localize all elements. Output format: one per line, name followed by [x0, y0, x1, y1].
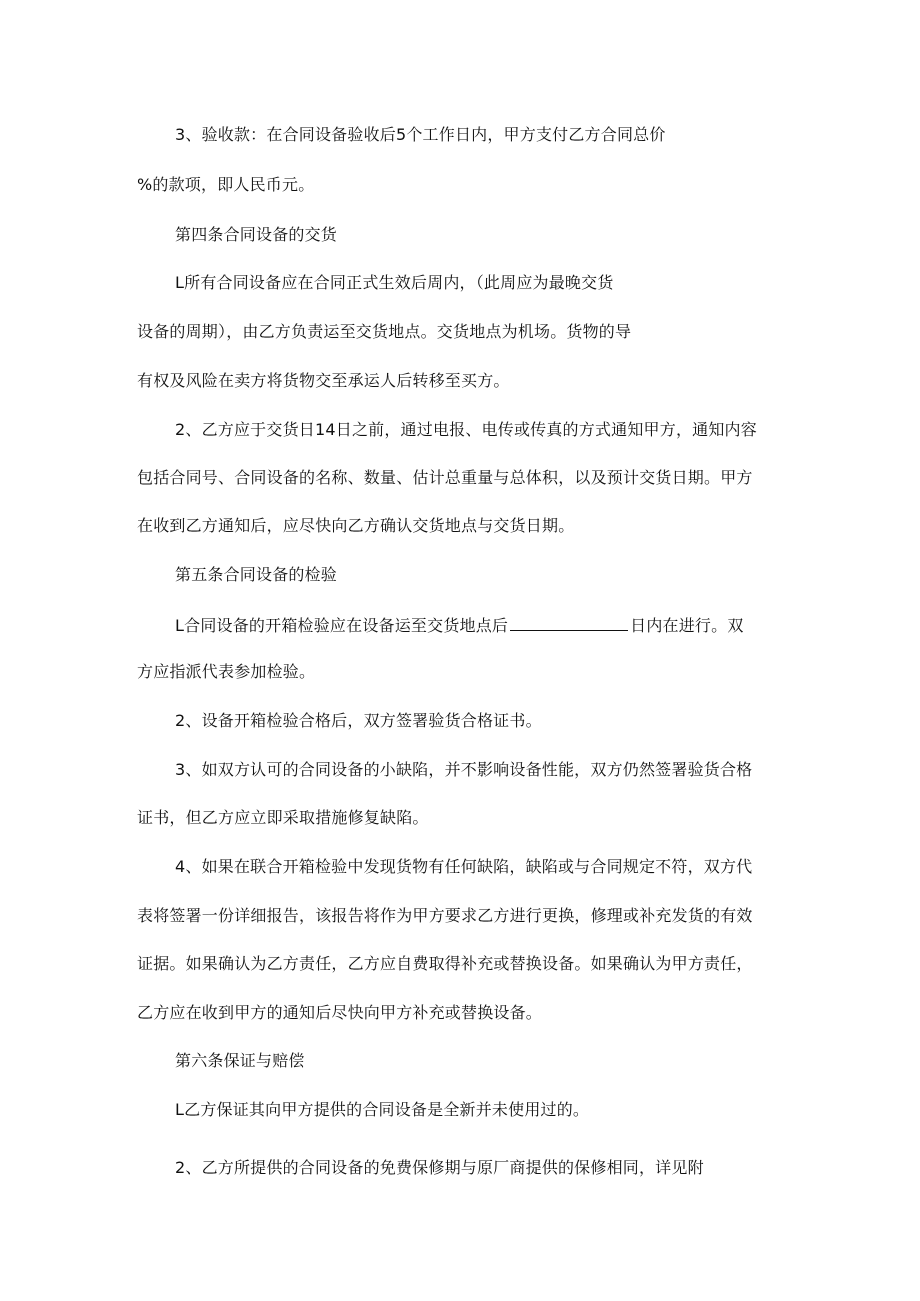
text-line: L所有合同设备应在合同正式生效后周内，（此周应为最晚交货	[175, 273, 614, 292]
text-line: 包括合同号、合同设备的名称、数量、估计总重量与总体积，以及预计交货日期。甲方	[137, 468, 753, 487]
text-line: 乙方应在收到甲方的通知后尽快向甲方补充或替换设备。	[137, 1003, 543, 1022]
text-line: 3、验收款：在合同设备验收后5个工作日内，甲方支付乙方合同总价	[175, 125, 666, 144]
text-line: 4、如果在联合开箱检验中发现货物有任何缺陷，缺陷或与合同规定不符，双方代	[175, 857, 753, 876]
text-line: 2、乙方应于交货日14日之前，通过电报、电传或传真的方式通知甲方，通知内容	[175, 420, 757, 439]
text-line: 表将签署一份详细报告，该报告将作为甲方要求乙方进行更换，修理或补充发货的有效	[137, 906, 753, 925]
text-line: 2、乙方所提供的合同设备的免费保修期与原厂商提供的保修相同，详见附	[175, 1158, 704, 1177]
text-line: 在收到乙方通知后，应尽快向乙方确认交货地点与交货日期。	[137, 516, 575, 535]
text-segment: 日内在进行。双	[630, 616, 744, 635]
text-line: 证书，但乙方应立即采取措施修复缺陷。	[137, 808, 429, 827]
text-line: L乙方保证其向甲方提供的合同设备是全新并未使用过的。	[175, 1100, 590, 1119]
text-line: %的款项，即人民币元。	[137, 175, 315, 194]
section-heading: 第四条合同设备的交货	[175, 225, 338, 244]
text-line: 方应指派代表参加检验。	[137, 662, 316, 681]
text-line-with-blank	[175, 612, 744, 637]
text-line: 设备的周期），由乙方负责运至交货地点。交货地点为机场。货物的导	[137, 322, 632, 341]
section-heading: 第六条保证与赔偿	[175, 1051, 305, 1070]
fill-in-blank	[510, 612, 628, 631]
text-line: 2、设备开箱检验合格后，双方签署验货合格证书。	[175, 711, 542, 730]
text-segment: L合同设备的开箱检验应在设备运至交货地点后	[175, 616, 509, 635]
text-line: 有权及风险在卖方将货物交至承运人后转移至买方。	[137, 371, 510, 390]
text-line: 证据。如果确认为乙方责任，乙方应自费取得补充或替换设备。如果确认为甲方责任，	[137, 954, 753, 973]
text-line: 3、如双方认可的合同设备的小缺陷，并不影响设备性能，双方仍然签署验货合格	[175, 760, 753, 779]
section-heading: 第五条合同设备的检验	[175, 565, 338, 584]
